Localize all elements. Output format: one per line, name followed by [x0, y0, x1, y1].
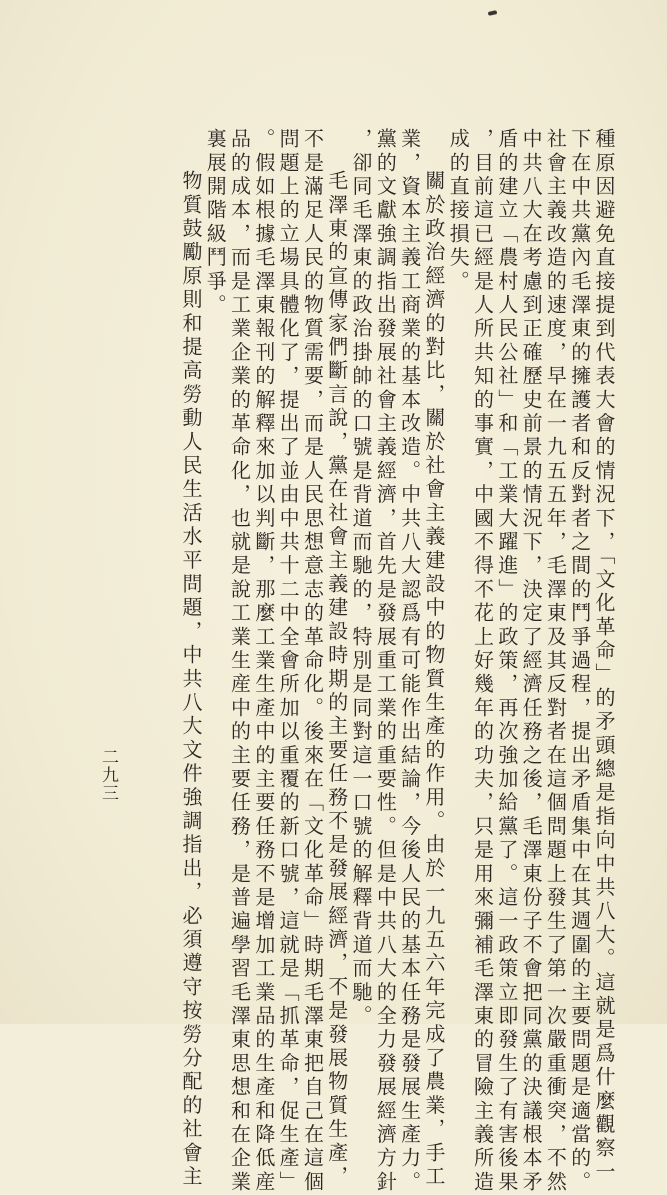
text-column-5: 盾的建立「農村人民公社」和「工業大躍進」的政策，再次強加給黨了。這一政策立即發生了有害後果 — [494, 128, 519, 1195]
text-column-10: 黨的文獻強調指出發展社會主義經濟，首先是發展重工業的重要性。但是中共八大的全力發展經濟方針 — [373, 128, 398, 1195]
text-column-7: 成的直接損失。 — [446, 128, 471, 294]
text-column-13: 不是滿足人民的物質需要，而是人民思想意志的革命化。後來在「文化革命」時期毛澤東把自己在這個 — [300, 128, 325, 1195]
text-column-1: 種原因避免直接提到代表大會的情況下，「文化革命」的矛頭總是指向中共八大。這就是爲什麼觀察一 — [592, 128, 616, 1185]
text-column-3: 社會主義改造的速度，早在一九五五年，毛澤東及其反對者在這個問題上發生了第一次嚴重衝突，不然 — [543, 128, 568, 1195]
text-column-15: 。假如根據毛澤東報刊的解釋來加以判斷，那麼工業生產中的主要任務不是增加工業品的生產和降低産 — [251, 128, 276, 1195]
page-number: 二九三 — [98, 748, 118, 802]
text-column-12: 毛澤東的宣傳家們斷言說，黨在社會主義建設時期的主要任務不是發展經濟，不是發展物質生產， — [324, 170, 349, 1190]
text-column-2: 下在中共黨內毛澤東的擁護者和反對者之間的鬥爭過程，提出矛盾集中在其週圍的主要問題是適當的。 — [567, 128, 592, 1195]
ink-mark — [488, 10, 498, 16]
vertical-text-body — [76, 128, 616, 1195]
text-column-9: 業，資本主義工商業的基本改造。中共八大認爲有可能作出結論，今後人民的基本任務是發展生產力。 — [397, 128, 422, 1195]
text-column-6: ，目前這已經是人所共知的事實，中國不得不花上好幾年的功夫，只是用來彌補毛澤東的冒險主義所造 — [470, 128, 495, 1195]
text-column-4: 中共八大在考慮到正確歷史前景的情況下，決定了經濟任務之後，毛澤東份子不會把同黨的決議根本矛 — [519, 128, 544, 1195]
text-column-16: 品的成本，而是工業企業的革命化，也就是說工業生産中的主要任務，是普遍學習毛澤東思想和在企業 — [227, 128, 252, 1195]
text-column-8: 關於政治經濟的對比，關於社會主義建設中的物質生產的作用。由於一九五六年完成了農業，手工 — [421, 170, 446, 1190]
text-column-18: 物質鼓勵原則和提高勞動人民生活水平問題，中共八大文件強調指出，必須遵守按勞分配的社會主 — [178, 170, 203, 1190]
text-column-17: 裏展開階級鬥爭。 — [203, 128, 228, 318]
text-column-14: 問題上的立場具體化了，提出了並由中共十二中全會所加以重覆的新口號，這就是「抓革命，促生產」 — [276, 128, 301, 1195]
text-column-11: ，卻同毛澤東的政治掛帥的口號是背道而馳的，特別是同對這一口號的解釋背道而馳。 — [349, 128, 374, 1029]
